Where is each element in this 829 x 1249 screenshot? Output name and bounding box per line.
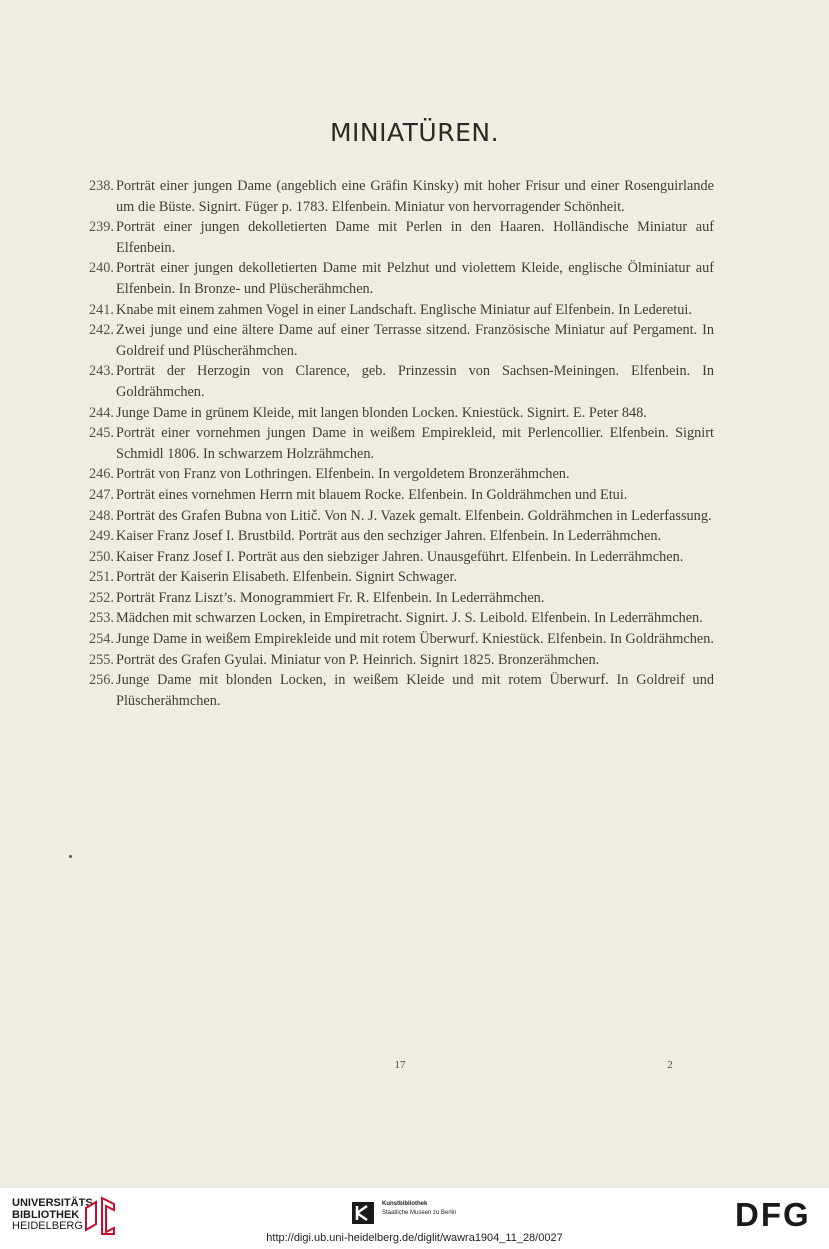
catalog-entry	[74, 258, 714, 299]
entry-text: Porträt von Franz von Lothringen. Elfenbein. In vergoldetem Bronzerähmchen.	[116, 466, 570, 483]
ink-speck	[69, 855, 72, 858]
catalog-entry	[74, 300, 714, 321]
library-line-2: BIBLIOTHEK	[12, 1208, 80, 1221]
entry-number: 250.	[88, 548, 114, 565]
kb-line-1: Kunstbibliothek	[382, 1201, 428, 1207]
entry-text: Porträt einer vornehmen jungen Dame in weißem Empirekleid, mit Perlencollier. Elfenbein. Signirt Schmidl 1806. In schwarzem Holzrähmchen.	[116, 425, 714, 462]
catalog-entry	[74, 608, 714, 629]
dfg-logo[interactable]: DFG	[735, 1196, 811, 1233]
entry-text: Porträt des Grafen Gyulai. Miniatur von P. Heinrich. Signirt 1825. Bronzerähmchen.	[116, 651, 600, 668]
entry-text: Kaiser Franz Josef I. Brustbild. Porträt aus den sechziger Jahren. Elfenbein. In Lederrähmchen.	[116, 528, 662, 545]
entry-text: Junge Dame in weißem Empirekleide und mit rotem Überwurf. Kniestück. Elfenbein. In Goldrähmchen.	[116, 631, 714, 648]
catalog-entry	[74, 320, 714, 361]
entry-number: 256.	[88, 672, 114, 689]
catalog-entry	[74, 526, 714, 547]
entry-number: 252.	[88, 589, 114, 606]
page-number: 17	[394, 1059, 406, 1071]
catalog-entry	[74, 506, 714, 527]
entry-number: 242.	[88, 322, 114, 339]
entry-number: 238.	[88, 178, 114, 194]
catalog-entry	[74, 670, 714, 711]
entry-text: Porträt einer jungen dekolletierten Dame mit Pelzhut und violettem Kleide, englische Ölminiatur auf Elfenbein. In Bronze- und Plüscherähmchen.	[116, 260, 714, 297]
entry-text: Zwei junge und eine ältere Dame auf einer Terrasse sitzend. Französische Miniatur auf Pergament. In Goldreif und Plüscherähmchen.	[116, 322, 714, 359]
permalink-url[interactable]: http://digi.ub.uni-heidelberg.de/diglit/wawra1904_11_28/0027	[266, 1232, 563, 1244]
signature-mark: 2	[667, 1059, 673, 1071]
entry-number: 249.	[88, 528, 114, 545]
catalog-entry	[74, 217, 714, 258]
catalog-entry	[74, 485, 714, 506]
catalog-entry	[74, 650, 714, 671]
entry-number: 241.	[88, 301, 114, 318]
entry-number: 240.	[88, 260, 114, 277]
catalog-entry	[74, 567, 714, 588]
entry-text: Porträt einer jungen Dame (angeblich eine Gräfin Kinsky) mit hoher Frisur und einer Rosenguirlande um die Büste. Signirt. Füger p. 1783. Elfenbein. Miniatur von hervorragender Schönheit.	[116, 178, 714, 215]
kunstbibliothek-name[interactable]	[382, 1200, 456, 1218]
catalog-entry	[74, 629, 714, 650]
entry-text: Knabe mit einem zahmen Vogel in einer Landschaft. Englische Miniatur auf Elfenbein. In Lederetui.	[116, 301, 692, 318]
catalog-entries	[74, 176, 714, 711]
catalog-entry	[74, 403, 714, 424]
entry-number: 248.	[88, 507, 114, 524]
entry-number: 253.	[88, 610, 114, 627]
entry-number: 245.	[88, 425, 114, 442]
entry-text: Porträt eines vornehmen Herrn mit blauem Rocke. Elfenbein. In Goldrähmchen und Etui.	[116, 486, 628, 503]
entry-text: Junge Dame in grünem Kleide, mit langen blonden Locken. Kniestück. Signirt. E. Peter 848.	[116, 404, 647, 421]
catalog-entry	[74, 361, 714, 402]
entry-number: 254.	[88, 631, 114, 648]
footer-bar	[0, 1188, 829, 1249]
entry-number: 246.	[88, 466, 114, 483]
entry-text: Porträt der Kaiserin Elisabeth. Elfenbein. Signirt Schwager.	[116, 569, 458, 586]
entry-number: 239.	[88, 219, 114, 236]
catalog-entry	[74, 464, 714, 485]
entry-text: Kaiser Franz Josef I. Porträt aus den siebziger Jahren. Unausgeführt. Elfenbein. In Lederrähmchen.	[116, 548, 684, 565]
entry-number: 255.	[88, 651, 114, 668]
heidelberg-logo-icon[interactable]	[82, 1196, 116, 1236]
entry-number: 251.	[88, 569, 114, 586]
library-line-3: HEIDELBERG	[12, 1220, 83, 1232]
entry-text: Porträt der Herzogin von Clarence, geb. Prinzessin von Sachsen-Meiningen. Elfenbein. In Goldrähmchen.	[116, 363, 714, 400]
catalog-entry	[74, 176, 714, 217]
kb-line-2: Staatliche Museen zu Berlin	[382, 1210, 457, 1216]
kunstbibliothek-logo-icon[interactable]	[350, 1200, 376, 1226]
catalog-entry	[74, 588, 714, 609]
entry-number: 244.	[88, 404, 114, 421]
entry-text: Porträt einer jungen dekolletierten Dame mit Perlen in den Haaren. Holländische Miniatur auf Elfenbein.	[116, 219, 714, 256]
catalog-entry	[74, 423, 714, 464]
catalog-entry	[74, 547, 714, 568]
entry-text: Mädchen mit schwarzen Locken, in Empiretracht. Signirt. J. S. Leibold. Elfenbein. In Lederrähmchen.	[116, 610, 703, 627]
entry-number: 243.	[88, 363, 114, 380]
entry-text: Junge Dame mit blonden Locken, in weißem Kleide und mit rotem Überwurf. In Goldreif und Plüscherähmchen.	[116, 672, 714, 709]
entry-text: Porträt Franz Liszt’s. Monogrammiert Fr. R. Elfenbein. In Lederrähmchen.	[116, 589, 545, 606]
page-title: MINIATÜREN.	[329, 118, 500, 147]
entry-number: 247.	[88, 486, 114, 503]
library-line-1: UNIVERSITÄTS-	[12, 1197, 97, 1209]
entry-text: Porträt des Grafen Bubna von Litič. Von N. J. Vazek gemalt. Elfenbein. Goldrähmchen in Lederfassung.	[116, 507, 712, 524]
